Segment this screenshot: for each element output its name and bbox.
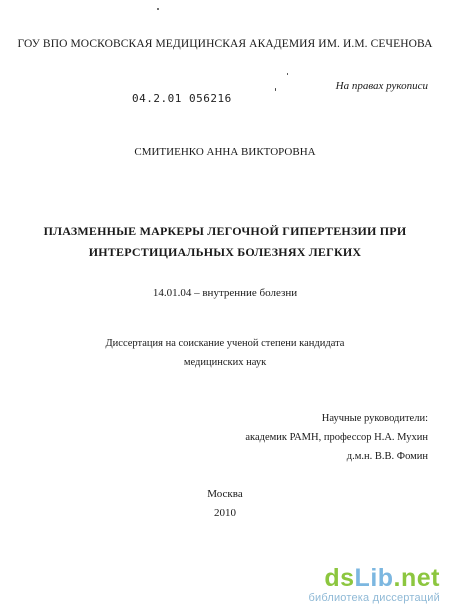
year: 2010 [214, 507, 236, 519]
dslib-subtitle: библиотека диссертаций [308, 592, 440, 604]
thesis-title-line-2: ИНТЕРСТИЦИАЛЬНЫХ БОЛЕЗНЯХ ЛЕГКИХ [88, 245, 362, 259]
dissertation-line-1: Диссертация на соискание ученой степени кандидата [105, 338, 345, 349]
dslib-logo: dsLib.net [324, 564, 440, 592]
institution-name: ГОУ ВПО МОСКОВСКАЯ МЕДИЦИНСКАЯ АКАДЕМИЯ ИМ. И.М. СЕЧЕНОВА [17, 38, 433, 50]
advisors-heading: Научные руководители: [321, 413, 428, 424]
dslib-watermark [278, 565, 440, 605]
scan-speck [157, 8, 159, 10]
dissertation-line-2: медицинских наук [183, 357, 267, 368]
registration-stamp: 04.2.01 056216 [132, 92, 232, 105]
author-name: СМИТИЕНКО АННА ВИКТОРОВНА [134, 146, 316, 158]
thesis-title-line-1: ПЛАЗМЕННЫЕ МАРКЕРЫ ЛЕГОЧНОЙ ГИПЕРТЕНЗИИ ПРИ [43, 224, 407, 238]
manuscript-note: На правах рукописи [335, 80, 428, 92]
advisor-1: академик РАМН, профессор Н.А. Мухин [245, 432, 428, 443]
city: Москва [207, 488, 243, 500]
advisor-2: д.м.н. В.В. Фомин [346, 451, 428, 462]
scan-speck [275, 88, 276, 91]
scan-speck [287, 73, 288, 75]
specialty-code: 14.01.04 – внутренние болезни [152, 287, 298, 299]
